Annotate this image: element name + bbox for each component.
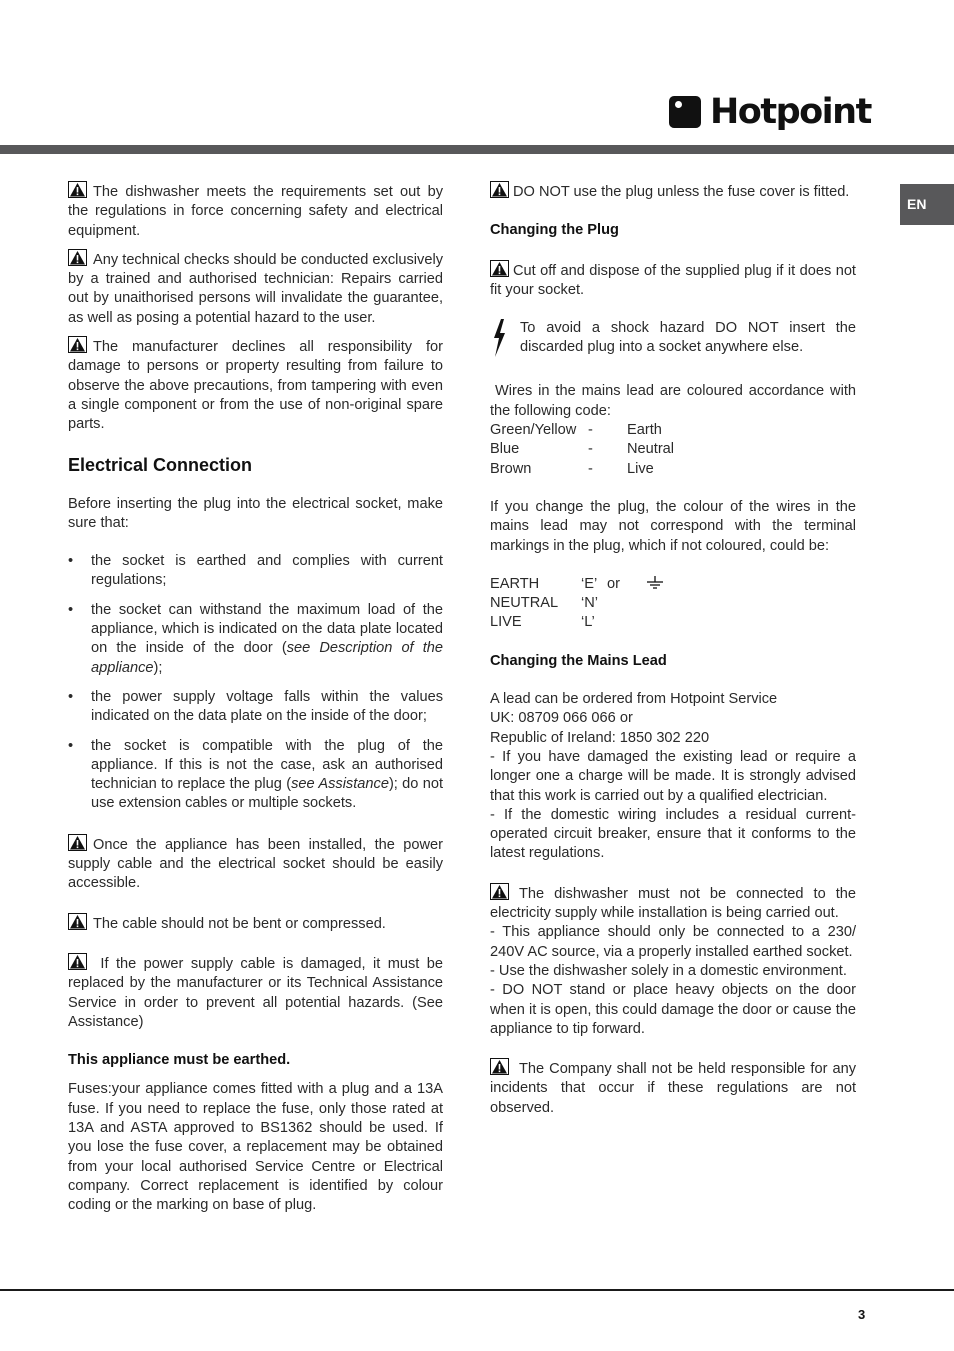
lead-charge-note: - If you have damaged the existing lead or require a longer one a charge will be made. It is strongly advised that this work is carried out by a qualified electrician. — [490, 748, 856, 804]
section-heading-electrical-connection: Electrical Connection — [68, 454, 253, 475]
language-tab: EN — [900, 184, 954, 225]
table-row: Blue - Neutral — [490, 441, 675, 458]
right-column — [490, 181, 856, 1118]
mains-lead-heading: Changing the Mains Lead — [490, 652, 667, 669]
table-row: Brown - Live — [490, 460, 654, 477]
warning-icon — [490, 1058, 509, 1075]
damaged-cable-warning: If the power supply cable is damaged, it must be replaced by the manufacturer or its Technical Assistance Service in order to prevent all potential hazards. (See Assistance) — [68, 953, 443, 1032]
table-row: NEUTRAL ‘N’ — [490, 595, 599, 612]
accessibility-warning: Once the appliance has been installed, the power supply cable and the electrical socket should be easily accessible. — [68, 834, 443, 894]
header-divider — [0, 145, 954, 154]
page-number: 3 — [858, 1307, 866, 1322]
hotpoint-logo — [669, 93, 871, 131]
changing-plug-heading: Changing the Plug — [490, 222, 619, 239]
lead-ireland-phone: Republic of Ireland: 1850 302 220 — [490, 729, 710, 746]
wire-colour-table — [490, 421, 856, 479]
list-item: • the socket is compatible with the plug of the appliance. If this is not the case, ask an authorised technician to replace the plug (see Assistance); do not use extension cables or multiple sockets. — [68, 737, 443, 814]
table-row: LIVE ‘L’ — [490, 614, 595, 631]
warning-icon — [490, 883, 509, 900]
left-column — [68, 181, 443, 1215]
cable-warning: The cable should not be bent or compressed. — [68, 913, 443, 934]
warning-icon — [68, 913, 87, 930]
earthed-heading: This appliance must be earthed. — [68, 1052, 291, 1069]
table-row: EARTH ‘E’ or — [490, 575, 856, 594]
logo-mark-icon — [669, 96, 701, 128]
lead-order-line: A lead can be ordered from Hotpoint Service — [490, 691, 778, 708]
warning-icon — [68, 953, 87, 970]
warning-icon — [490, 260, 509, 277]
voltage-note: - This appliance should only be connected to a 230/ 240V AC source, via a properly installed earthed socket. — [490, 924, 856, 960]
liability-warning: The Company shall not be held responsible for any incidents that occur if these regulations are not observed. — [490, 1058, 856, 1118]
domestic-use-note: - Use the dishwasher solely in a domestic environment. — [490, 962, 847, 979]
cut-off-warning: Cut off and dispose of the supplied plug if it does not fit your socket. — [490, 260, 856, 301]
plug-change-note: If you change the plug, the colour of the wires in the mains lead may not correspond with the terminal markings in the plug, which if not coloured, could be: — [490, 498, 856, 554]
safety-warning-1: The dishwasher meets the requirements set out by the regulations in force concerning safety and electrical equipment. — [68, 181, 443, 241]
door-load-note: - DO NOT stand or place heavy objects on the door when it is open, this could damage the door or cause the appliance to tip forward. — [490, 982, 856, 1037]
earth-symbol-icon — [645, 575, 665, 594]
lead-breaker-note: - If the domestic wiring includes a residual current-operated circuit breaker, ensure that it conforms to the latest regulations. — [490, 806, 856, 862]
list-item: • the socket is earthed and complies with current regulations; — [68, 552, 443, 591]
list-item: • the power supply voltage falls within the values indicated on the data plate on the inside of the door; — [68, 688, 443, 727]
warning-icon — [68, 336, 87, 353]
list-item: • the socket can withstand the maximum load of the appliance, which is indicated on the data plate located on the inside of the door (see Description of the appliance); — [68, 601, 443, 678]
footer-divider — [0, 1289, 954, 1291]
lightning-bolt-icon — [490, 319, 520, 363]
table-row: Green/Yellow - Earth — [490, 422, 662, 439]
terminal-markings-table — [490, 575, 856, 633]
wires-intro: Wires in the mains lead are coloured accordance with the following code: — [490, 383, 856, 419]
checklist — [68, 552, 443, 814]
lead-uk-phone: UK: 08709 066 066 or — [490, 710, 633, 727]
electrical-intro: Before inserting the plug into the electrical socket, make sure that: — [68, 495, 443, 531]
fuse-cover-warning: DO NOT use the plug unless the fuse cover is fitted. — [490, 181, 856, 202]
safety-warning-3: The manufacturer declines all responsibility for damage to persons or property resulting from failure to observe the above precautions, from tampering with even a single component or from the use of non-original spare parts. — [68, 336, 443, 434]
fuses-paragraph: Fuses:your appliance comes fitted with a plug and a 13A fuse. If you need to replace the fuse, only those rated at 13A and ASTA approved to BS1362 should be used. If you lose the fuse cover, a replacement may be obtained from your local authorised Service Centre or Electrical company. Correct replacement is identified by colour coding or the marking on base of plug. — [68, 1081, 443, 1214]
installation-warning: The dishwasher must not be connected to the electricity supply while installation is being carried out. — [490, 883, 856, 924]
shock-hazard-warning: To avoid a shock hazard DO NOT insert the discarded plug into a socket anywhere else. — [490, 319, 856, 363]
warning-icon — [68, 249, 87, 266]
warning-icon — [68, 181, 87, 198]
logo-wordmark: Hotpoint — [710, 92, 871, 132]
safety-warning-2: Any technical checks should be conducted exclusively by a trained and authorised technician: Repairs carried out by unaithorised persons will invalidate the guarantee, as well as posing a potential hazard to the user. — [68, 249, 443, 328]
warning-icon — [68, 834, 87, 851]
warning-icon — [490, 181, 509, 198]
